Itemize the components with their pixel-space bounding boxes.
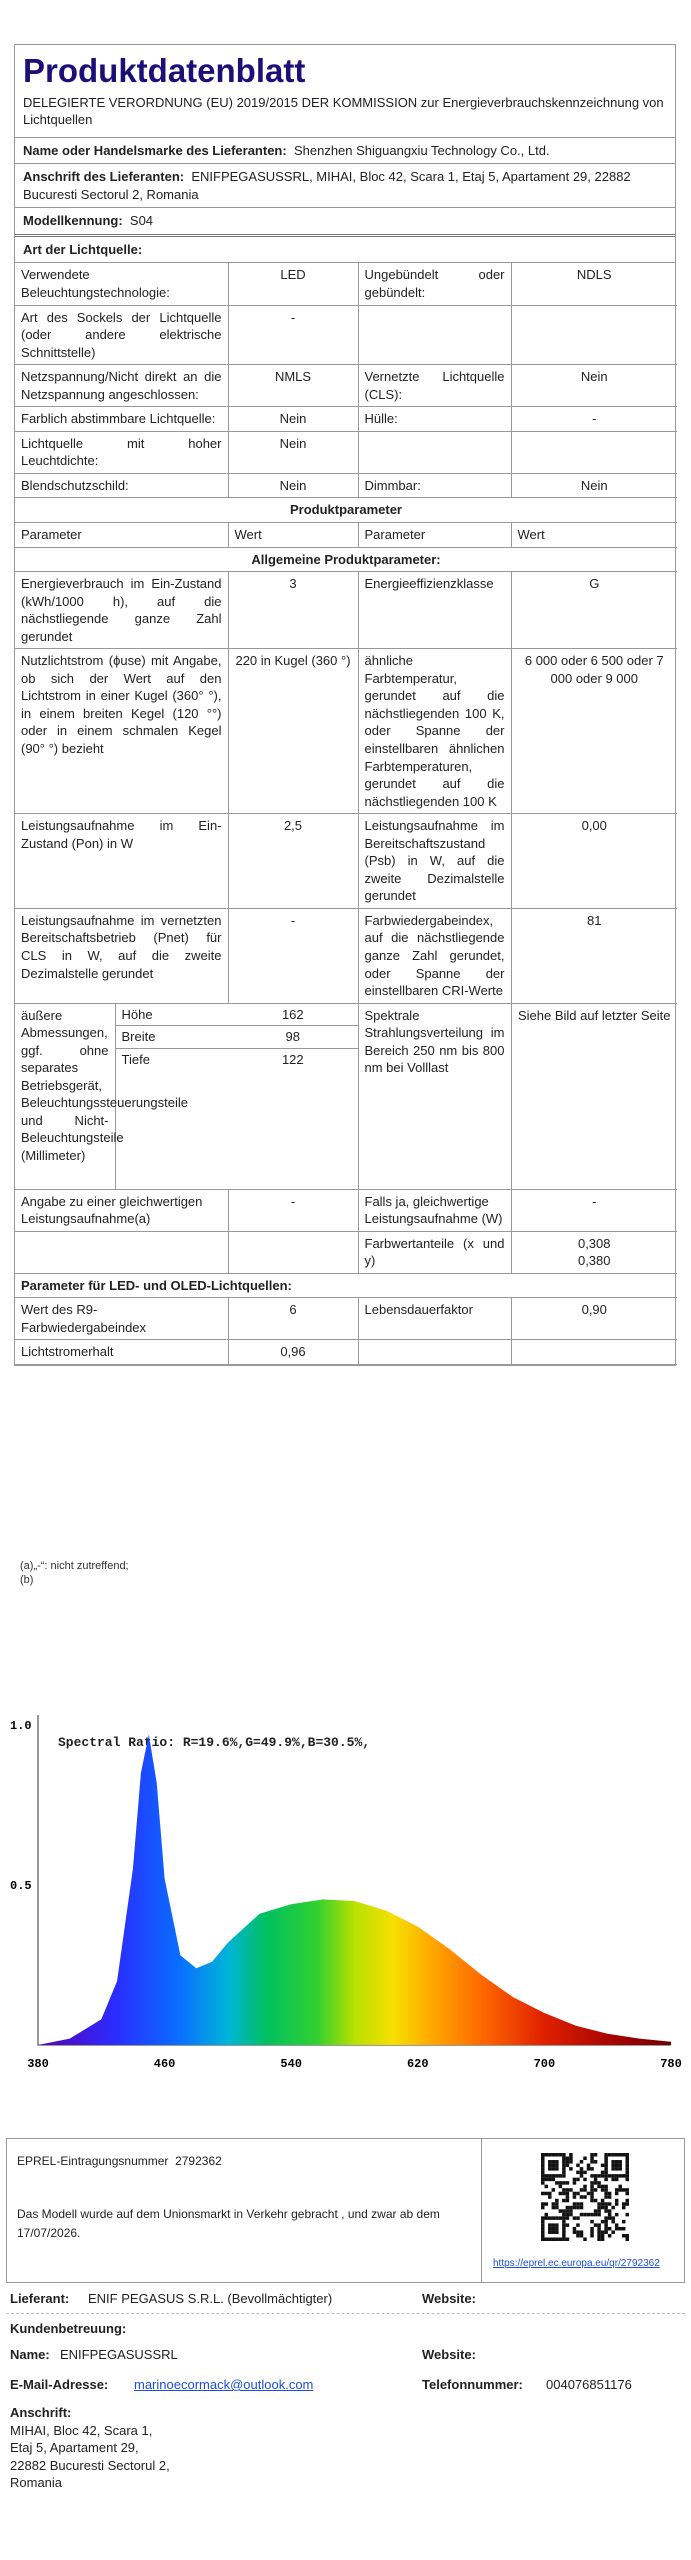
- supplier-label: Lieferant:: [10, 2291, 70, 2306]
- general-param-value: 2,5: [228, 814, 358, 909]
- light-type-value-2: Nein: [511, 365, 677, 407]
- chroma-empty: [15, 1231, 228, 1273]
- x-tick-label: 780: [660, 2057, 682, 2070]
- light-type-value-2: -: [511, 407, 677, 432]
- light-type-param: Verwendete Beleuchtungstechnologie:: [15, 263, 228, 305]
- name-label: Name:: [10, 2347, 50, 2362]
- website-label: Website:: [422, 2291, 476, 2306]
- x-tick-label: 700: [533, 2057, 556, 2070]
- general-param-value-2: G: [511, 572, 677, 649]
- light-type-value-2: Nein: [511, 473, 677, 498]
- light-type-row: [15, 263, 677, 305]
- light-type-value-2: [511, 431, 677, 473]
- dimensions-table: [116, 1004, 358, 1071]
- light-type-param-2: Hülle:: [358, 407, 511, 432]
- led-param-value: 6: [228, 1298, 358, 1340]
- general-param-label: Leistungsaufnahme im Ein-Zustand (Pon) in W: [15, 814, 228, 909]
- address-line: 22882 Bucuresti Sectorul 2,: [10, 2457, 170, 2473]
- product-params-table: [15, 498, 677, 1365]
- chart-title: Spectral Ratio: R=19.6%,G=49.9%,B=30.5%,: [58, 1735, 371, 1750]
- led-param-label: Wert des R9-Farbwiedergabeindex: [15, 1298, 228, 1340]
- eprel-number: 2792362: [175, 2154, 222, 2168]
- general-param-label-2: Energieeffizienzklasse: [358, 572, 511, 649]
- dim-width-label: Breite: [116, 1026, 229, 1049]
- supplier-name-label: Name oder Handelsmarke des Lieferanten:: [23, 142, 287, 158]
- dim-width-value: 98: [228, 1026, 357, 1049]
- spectral-label: Spektrale Strahlungsverteilung im Bereich 250 nm bis 800 nm bei Volllast: [358, 1003, 511, 1189]
- light-type-param: Art des Sockels der Lichtquelle (oder andere elektrische Schnittstelle): [15, 305, 228, 365]
- model-label: Modellkennung:: [23, 213, 123, 229]
- light-type-param: Farblich abstimmbare Lichtquelle:: [15, 407, 228, 432]
- light-type-param: Lichtquelle mit hoher Leuchtdichte:: [15, 431, 228, 473]
- led-param-value: 0,96: [228, 1340, 358, 1365]
- light-type-row: [15, 365, 677, 407]
- equiv-value: -: [228, 1189, 358, 1231]
- col-value-header: Wert: [228, 522, 358, 547]
- led-param-value-2: [511, 1340, 677, 1365]
- led-param-value-2: 0,90: [511, 1298, 677, 1340]
- general-param-row: [15, 908, 677, 1003]
- name-value: ENIFPEGASUSSRL: [60, 2347, 178, 2362]
- light-type-param-2: Dimmbar:: [358, 473, 511, 498]
- general-param-label: Leistungsaufnahme im vernetzten Bereitschaftsbetrieb (Pnet) für CLS in W, auf die zweite Dezimalstelle gerundet: [15, 908, 228, 1003]
- dimensions-label: äußere Abmessungen, ggf. ohne separates Betriebsgerät, Beleuchtungssteuerungsteile und Nicht-Beleuchtungsteile (Millimeter): [15, 1003, 115, 1189]
- general-param-label: Energieverbrauch im Ein-Zustand (kWh/1000 h), auf die nächstliegende ganze Zahl gerundet: [15, 572, 228, 649]
- address-line: Romania: [10, 2475, 63, 2491]
- email-link[interactable]: marinoecormack@outlook.com: [134, 2377, 314, 2392]
- supplier-address-label: Anschrift des Lieferanten:: [23, 169, 185, 185]
- supplier-address-row: [15, 164, 675, 208]
- general-param-label: Nutzlichtstrom (ϕuse) mit Angabe, ob sich der Wert auf den Lichtstrom in einer Kugel (360° °), in einem breiten Kegel (120 °°) oder in einem schmalen Kegel (90° °) bezieht: [15, 649, 228, 814]
- contact-info: [6, 2284, 685, 2496]
- light-type-value-2: [511, 305, 677, 365]
- led-params-heading: Parameter für LED- und OLED-Lichtquellen:: [15, 1273, 677, 1298]
- light-type-value-2: NDLS: [511, 263, 677, 305]
- supplier-value: ENIF PEGASUS S.R.L. (Bevollmächtigter): [88, 2291, 333, 2306]
- light-type-row: [15, 407, 677, 432]
- general-param-row: [15, 649, 677, 814]
- led-param-label: Lichtstromerhalt: [15, 1340, 228, 1365]
- general-param-value-2: 6 000 oder 6 500 oder 7 000 oder 9 000: [511, 649, 677, 814]
- light-type-value: NMLS: [228, 365, 358, 407]
- led-param-label-2: Lebensdauerfaktor: [358, 1298, 511, 1340]
- website2-label: Website:: [422, 2347, 476, 2362]
- dim-depth-value: 122: [281, 1051, 304, 1067]
- spectral-chart: [0, 1700, 691, 2070]
- light-type-param-2: Vernetzte Lichtquelle (CLS):: [358, 365, 511, 407]
- email-label: E-Mail-Adresse:: [10, 2377, 109, 2392]
- light-type-table: [15, 263, 677, 498]
- chroma-values: [511, 1231, 677, 1273]
- x-tick-label: 540: [280, 2057, 303, 2070]
- light-type-row: [15, 431, 677, 473]
- email-row: [6, 2370, 685, 2400]
- eprel-link[interactable]: https://eprel.ec.europa.eu/qr/2792362: [493, 2258, 660, 2269]
- chroma-y: 0,380: [577, 1253, 611, 1269]
- light-type-row: [15, 473, 677, 498]
- y-tick-label: 1.0: [10, 1719, 32, 1733]
- light-type-heading: [15, 237, 675, 264]
- equiv-label: Angabe zu einer gleichwertigen Leistungsaufnahme(a): [15, 1189, 228, 1231]
- model-row: [15, 208, 675, 237]
- general-param-label-2: ähnliche Farbtemperatur, gerundet auf die nächstliegenden 100 K, oder Spanne der einstellbaren ähnlichen Farbtemperaturen, gerundet auf die nächstliegenden 100 K: [358, 649, 511, 814]
- equiv-power-value: -: [511, 1189, 677, 1231]
- light-type-param: Blendschutzschild:: [15, 473, 228, 498]
- phone-label: Telefonnummer:: [422, 2377, 523, 2392]
- light-type-param-2: [358, 431, 511, 473]
- light-type-param-2: [358, 305, 511, 365]
- address-label: Anschrift:: [10, 2405, 72, 2420]
- light-type-row: [15, 305, 677, 365]
- light-type-value: Nein: [228, 431, 358, 473]
- equiv-power-label: Falls ja, gleichwertige Leistungsaufnahme (W): [358, 1189, 511, 1231]
- footnote-b: (b): [20, 1573, 34, 1586]
- light-type-value: Nein: [228, 473, 358, 498]
- general-param-value-2: 0,00: [511, 814, 677, 909]
- product-datasheet: [14, 44, 676, 1366]
- phone-value: 004076851176: [546, 2377, 632, 2392]
- light-type-value: Nein: [228, 407, 358, 432]
- y-tick-label: 0.5: [10, 1879, 32, 1893]
- address-line: MIHAI, Bloc 42, Scara 1,: [10, 2422, 153, 2438]
- light-type-value: -: [228, 305, 358, 365]
- name-row: [6, 2340, 685, 2370]
- params-heading: Produktparameter: [15, 498, 677, 522]
- spectral-value: Siehe Bild auf letzter Seite: [511, 1003, 677, 1189]
- x-tick-label: 460: [153, 2057, 176, 2070]
- light-type-param: Netzspannung/Nicht direkt an die Netzspannung angeschlossen:: [15, 365, 228, 407]
- footnotes: [20, 1560, 129, 1588]
- general-params-heading: Allgemeine Produktparameter:: [15, 547, 677, 572]
- col-value-header-2: Wert: [511, 522, 677, 547]
- qr-code-icon[interactable]: [541, 2153, 629, 2241]
- x-tick-label: 620: [406, 2057, 429, 2070]
- supplier-name-row: [15, 138, 675, 165]
- general-param-value: 3: [228, 572, 358, 649]
- dim-height-value: 162: [228, 1004, 357, 1026]
- supplier-name: Shenzhen Shiguangxiu Technology Co., Ltd.: [293, 142, 550, 158]
- address-line: Etaj 5, Apartament 29,: [10, 2440, 139, 2456]
- chroma-empty-2: [228, 1231, 358, 1273]
- datasheet-header: [15, 45, 675, 138]
- general-param-value-2: 81: [511, 908, 677, 1003]
- service-label: Kundenbetreuung:: [10, 2321, 127, 2336]
- general-param-value: 220 in Kugel (360 °): [228, 649, 358, 814]
- market-text: Das Modell wurde auf dem Unionsmarkt in Verkehr gebracht , und zwar ab dem 17/07/2026.: [17, 2207, 440, 2241]
- eprel-qr-area: [483, 2139, 684, 2282]
- address-block: [6, 2400, 685, 2496]
- page-title: Produktdatenblatt: [23, 52, 306, 89]
- light-type-param-2: Ungebündelt oder gebündelt:: [358, 263, 511, 305]
- general-param-label-2: Farbwiedergabeindex, auf die nächstliegende ganze Zahl gerundet, oder Spanne der einstellbaren CRI-Werte: [358, 908, 511, 1003]
- address-lines: [10, 2422, 681, 2492]
- led-param-row: [15, 1340, 677, 1365]
- chroma-label: Farbwertanteile (x und y): [358, 1231, 511, 1273]
- footnote-a: (a)„-“: nicht zutreffend;: [20, 1560, 129, 1572]
- led-param-label-2: [358, 1340, 511, 1365]
- col-param-header-2: Parameter: [358, 522, 511, 547]
- general-param-value: -: [228, 908, 358, 1003]
- spectrum-area: [38, 1735, 671, 2045]
- col-param-header: Parameter: [15, 522, 228, 547]
- service-row: [6, 2314, 685, 2340]
- light-type-title: Art der Lichtquelle:: [23, 241, 143, 257]
- led-param-row: [15, 1298, 677, 1340]
- supplier-address: ENIFPEGASUSSRL, MIHAI, Bloc 42, Scara 1, Etaj 5, Apartament 29, 22882 Bucuresti Sectorul 2, Romania: [23, 169, 631, 202]
- general-param-row: [15, 572, 677, 649]
- regulation-text: DELEGIERTE VERORDNUNG (EU) 2019/2015 DER KOMMISSION zur Energieverbrauchskennzeichnung von Lichtquellen: [23, 94, 664, 128]
- eprel-info: [7, 2139, 482, 2282]
- light-type-value: LED: [228, 263, 358, 305]
- general-param-row: [15, 814, 677, 909]
- eprel-label: EPREL-Eintragungsnummer: [17, 2154, 169, 2168]
- supplier-row: [6, 2284, 685, 2314]
- chroma-x: 0,308: [577, 1235, 611, 1251]
- x-tick-label: 380: [27, 2057, 49, 2070]
- general-param-label-2: Leistungsaufnahme im Bereitschaftszustand (Psb) in W, auf die zweite Dezimalstelle gerundet: [358, 814, 511, 909]
- dim-height-label: Höhe: [116, 1004, 229, 1026]
- eprel-panel: [6, 2138, 685, 2283]
- dim-depth-label: Tiefe: [121, 1051, 150, 1067]
- model-id: S04: [129, 213, 154, 229]
